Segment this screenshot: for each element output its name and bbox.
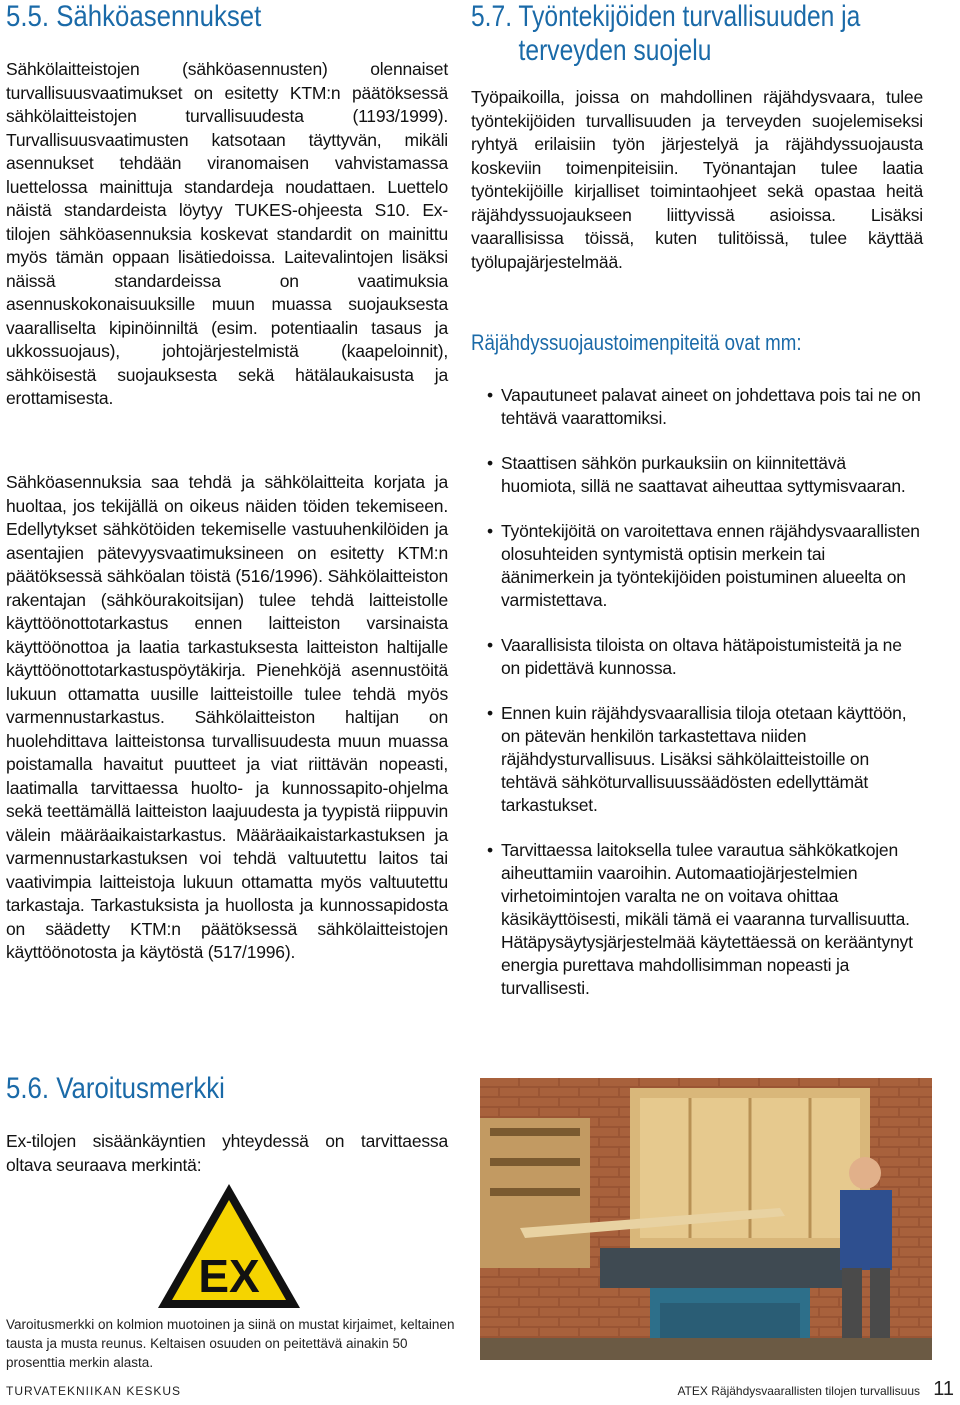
- bullet-icon: •: [487, 385, 493, 405]
- sign-caption: Varoitusmerkki on kolmion muotoinen ja siinä on mustat kirjaimet, keltainen tausta ja musta reunus. Keltaisen osuuden on peitettävä ainakin 50 prosenttia merkin alasta.: [6, 1317, 455, 1370]
- ex-sign-text: EX: [198, 1250, 260, 1302]
- paragraph-warning-sign: Ex-tilojen sisäänkäyntien yhteydessä on tarvittaessa oltava seuraava merkintä:: [6, 1131, 448, 1175]
- list-item: • Tarvittaessa laitoksella tulee varautua sähkökatkojen aiheuttamiin vaaroihin. Automaatiojärjestelmien virhetoimintojen varalta ne on voitava ohittaa käsikäyttöisesti, mikäli tämä ei vaaranna turvallisuutta. Hätäpysäytysjärjestelmää käytettäessä on kerääntynyt energia purettava mahdollisimman nopeasti ja turvallisesti.: [487, 840, 913, 998]
- section-title-5-5: 5.5. Sähköasennukset: [6, 0, 262, 33]
- section-title-5-7-line2: terveyden suojelu: [518, 34, 712, 67]
- footer-publication-title: ATEX Räjähdysvaarallisten tilojen turvallisuus: [677, 1384, 920, 1398]
- section-title-5-6: 5.6. Varoitusmerkki: [6, 1072, 225, 1105]
- list-item: • Ennen kuin räjähdysvaarallisia tiloja otetaan käyttöön, on pätevän henkilön tarkastettava niiden räjähdysturvallisuus. Lisäksi sähkölaitteistoille on tehtävä sähköturvallisuussäädösten edellyttämät tarkastukset.: [487, 703, 907, 815]
- workshop-photo: [480, 1078, 932, 1360]
- section-title-5-7-line1: 5.7. Työntekijöiden turvallisuuden ja: [471, 0, 861, 33]
- subheading-protection-measures: Räjähdyssuojaustoimenpiteitä ovat mm:: [471, 330, 802, 355]
- paragraph-electrical-work: Sähköasennuksia saa tehdä ja sähkölaitteita korjata ja huoltaa, jos tekijällä on oikeus näiden töiden tekemiseen. Edellytykset sähkötöiden tekemiselle vastuuhenkilöiden ja asentajien pätevyysvaatimuksineen on esitetty KTM:n päätöksessä sähköalan töistä (516/1996). Sähkölaitteiston rakentajan (sähköurakoitsijan) tulee tehdä laitteistolle käyttöönottotarkastus ennen laitteiston varsinaista käyttöönottoa ja laatia tarkastuksesta laitteiston haltijalle käyttöönottotarkastuspöytäkirja. Pienehköjä asennustöitä lukuun ottamatta uusille laitteistoille tulee tehdä myös varmennustarkastus. Sähkölaitteiston haltijan on huolehdittava laitteistonsa turvallisuudesta muun muassa poistamalla havaitut puutteet ja viat riittävän nopeasti, laatimalla tarvittaessa huolto- ja kunnossapito-ohjelma sekä teettämällä laitteiston laajuudesta ja tyypistä riippuvin välein määräaikaistarkastus. Määräaikaistarkastuksen ja varmennustarkastuksen voi tehdä valtuutettu laitos tai vaativimpia laitteistoja lukuun ottamatta myös valtuutettu tarkastaja. Tarkastuksista ja huollosta ja kunnossapidosta on säädetty KTM:n päätöksessä sähkölaitteistojen käyttöönotosta ja käytöstä (517/1996).: [6, 472, 448, 962]
- bullet-icon: •: [487, 840, 493, 860]
- bullet-icon: •: [487, 521, 493, 541]
- protection-measures-list: [487, 384, 921, 1022]
- section-title-5-7: [471, 0, 914, 68]
- list-item: • Vaarallisista tiloista on oltava hätäpoistumisteitä ja ne on pidettävä kunnossa.: [487, 635, 902, 678]
- bullet-icon: •: [487, 453, 493, 473]
- list-item: • Työntekijöitä on varoitettava ennen räjähdysvaarallisten olosuhteiden syntymistä optisin merkein tai äänimerkein ja työntekijöiden poistuminen alueelta on varmistettava.: [487, 521, 920, 610]
- page-number: 11: [933, 1378, 954, 1400]
- bullet-icon: •: [487, 635, 493, 655]
- paragraph-electrical-installations: Sähkölaitteistojen (sähköasennusten) olennaiset turvallisuusvaatimukset on esitetty KTM:n päätöksessä sähkölaitteistojen turvallisuudesta (1193/1999). Turvallisuusvaatimusten katsotaan täyttyvän, mikäli asennukset tehdään viranomaisen vahvistamassa luettelossa mainittuja standardeja noudattaen. Luettelo näistä standardeista löytyy TUKES-ohjeesta S10. Ex-tilojen sähköasennuksia koskevat standardit on mainittu myös tämän oppaan lisätiedoissa. Laitevalintojen lisäksi näissä standardeissa on vaatimuksia asennuskokonaisuuksille muun muassa suojauksesta vaaralliselta kipinöinniltä (esim. potentiaalin tasaus ja ukkossuojaus), johtojärjestelmistä (kaapeloinnit), sähköisestä suojauksesta sekä hätälaukaisusta ja erottamisesta.: [6, 59, 448, 408]
- bullet-icon: •: [487, 703, 493, 723]
- list-item: • Vapautuneet palavat aineet on johdettava pois tai ne on tehtävä vaarattomiksi.: [487, 385, 921, 428]
- paragraph-worker-safety: Työpaikoilla, joissa on mahdollinen räjähdysvaara, tulee työntekijöiden turvallisuuden ja terveyden suojelemiseksi ryhtyä erilaisiin työn järjestelyä ja räjähdyssuojausta koskeviin toimenpiteisiin. Työnantajan tulee laatia työntekijöille kirjalliset toimintaohjeet sekä opastaa heitä räjähdyssuojaukseen liittyvissä asioissa. Lisäksi vaarallisissa töissä, kuten tulitöissä, tulee käyttää työlupajärjestelmää.: [471, 87, 923, 272]
- ex-warning-sign-icon: [154, 1180, 304, 1312]
- footer-publisher: TURVATEKNIIKAN KESKUS: [6, 1384, 182, 1398]
- list-item: • Staattisen sähkön purkauksiin on kiinnitettävä huomiota, sillä ne saattavat aiheuttaa syttymisvaaran.: [487, 453, 906, 496]
